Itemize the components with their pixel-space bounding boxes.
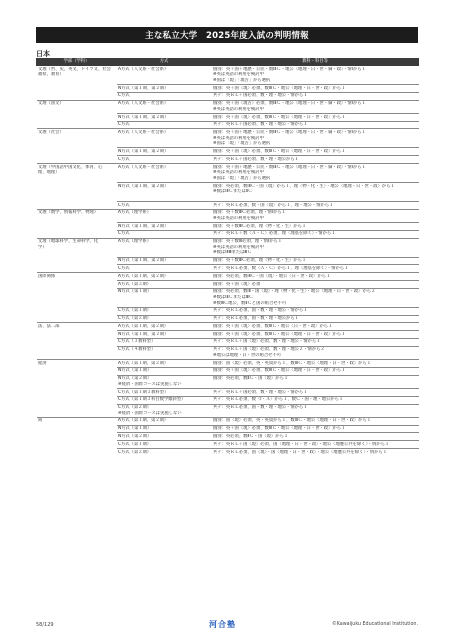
subjects-cell: [212, 223, 419, 231]
department-cell: [37, 148, 117, 156]
subjects-cell-line: 個別：英＋国〈現〉必須: [213, 281, 261, 287]
table-row: [37, 323, 419, 331]
method-cell-line: C方式（４教科型）: [118, 347, 156, 353]
subjects-cell-line: ※英は英語の利用を検討中: [213, 170, 264, 176]
method-cell: [117, 223, 212, 231]
subjects-cell: [212, 238, 419, 257]
department-cell: [37, 113, 117, 121]
table-row: [37, 121, 419, 129]
department-cell-line: 学）: [38, 244, 47, 250]
page-title: 主な私立大学 2025年度入試の判明情報: [36, 27, 418, 43]
table-row: [37, 84, 419, 92]
subjects-cell: [212, 121, 419, 129]
subjects-cell: [212, 257, 419, 265]
subjects-cell: [212, 201, 419, 209]
department-cell-line: 文理（哲、史、英文、ドイツ文、社会: [38, 66, 111, 72]
method-cell: [117, 433, 212, 441]
method-cell: [117, 265, 212, 273]
department-cell: [37, 375, 117, 388]
method-cell: [117, 84, 212, 92]
method-cell-line: C方式（第２期）: [118, 316, 152, 322]
subjects-cell-line: 個別：英＋国＋地歴・公民・数ⅠⅡＣ・地公〈地理・日・世・倫・政〉・情Ⅰから１: [213, 130, 366, 136]
method-cell: [117, 113, 212, 121]
subjects-cell: [212, 396, 419, 404]
subjects-cell-line: 個別：国〈現〉必須、英・英資から１、数ⅠⅡＣ・地公〈地理・日・世・政〉から１: [213, 360, 372, 366]
method-cell-line: N方式（第１期、第２期）: [118, 85, 169, 91]
method-cell: [117, 273, 212, 281]
table-header-row: [37, 59, 419, 66]
table-row: [37, 148, 419, 156]
table-row: [37, 396, 419, 404]
method-cell: [117, 346, 212, 359]
subjects-cell-line: 共テ：英ＲＬ＋国〈現〉必須、数・理・地公・情から１: [213, 339, 321, 345]
method-cell: [117, 148, 212, 156]
method-cell-line: A方式（第１期、第２期）: [118, 323, 169, 329]
department-cell: [37, 449, 117, 456]
method-cell: [117, 367, 212, 375]
table-row: [37, 360, 419, 368]
subjects-cell-line: 個別：英＋国〈現〉必須、数ⅠⅡＣ・地公〈地理・日・世・政〉から１: [213, 114, 346, 120]
method-cell-line: C方式（第１期）: [118, 308, 152, 314]
method-cell: [117, 404, 212, 417]
department-cell: [37, 280, 117, 288]
table-row: [37, 280, 419, 288]
department-cell: [37, 307, 117, 315]
method-cell-line: A方式（人文系・社会系）: [118, 130, 169, 136]
subjects-cell: [212, 404, 419, 417]
method-cell-line: N方式（第２期）: [118, 434, 152, 440]
subjects-cell: [212, 338, 419, 346]
department-cell: [37, 164, 117, 183]
table-row: [37, 92, 419, 100]
table-row: [37, 230, 419, 238]
department-cell-line: 商: [38, 418, 43, 424]
subjects-cell: [212, 433, 419, 441]
table-row: [37, 113, 419, 121]
method-cell: [117, 238, 212, 257]
department-cell: [37, 156, 117, 164]
department-cell-line: 文理（地球科学、生命科学、化: [38, 239, 99, 245]
table-row: [37, 129, 419, 148]
department-cell: [37, 182, 117, 201]
method-cell-line: N方式（第１期、第２期）: [118, 183, 169, 189]
method-cell-line: A方式（人文系・社会系）: [118, 101, 169, 107]
department-cell-line: 法、法二部: [38, 323, 60, 329]
subjects-cell-line: 個別：英＋国〈現〉必須、数ⅠⅡＣ・地公〈地理・日・世・政〉から１: [213, 85, 346, 91]
subjects-cell-line: 個別：国〈現〉必須、英・英資から１、数ⅠⅡＣ・地公〈地理・日・世・政〉から１: [213, 418, 372, 424]
department-cell-line: 文理（社会）: [38, 130, 64, 136]
department-cell: [37, 323, 117, 331]
table-row: [37, 257, 419, 265]
subjects-cell-line: 共テ：英ＲＬ＋国〈現〉必須、国〈地理・日・世・政〉・地公〈地歴公共を除く〉・情から１: [213, 441, 390, 447]
method-cell: [117, 100, 212, 113]
subjects-cell-line: 個別：英＋国＋地歴・公民・数ⅠⅡＣ・地公〈地理・日・世・倫・政〉・情Ⅰから１: [213, 164, 366, 170]
department-cell: [37, 84, 117, 92]
subjects-cell-line: 個別：英必須、数ⅠⅡＣ・国〈現〉から１、理〈物・化・生〉・地公〈地理・日・世・政〉から１: [213, 183, 395, 189]
method-cell: [117, 315, 212, 323]
department-cell: [37, 367, 117, 375]
method-cell-line: C方式（第１期）: [118, 441, 152, 447]
subjects-cell-line: 共テ：英ＲＬ必須、国・数・理・地公・情から１: [213, 405, 308, 411]
table-row: [37, 182, 419, 201]
department-cell: [37, 346, 117, 359]
method-cell-line: C方式（第１期３教科型）: [118, 389, 169, 395]
department-cell-line: 理、地理）: [38, 170, 60, 176]
subjects-cell-line: 個別：英＋国〈現〉必須、数ⅠⅡＣ・地公〈日・世・政〉から１: [213, 323, 333, 329]
subjects-cell-line: 共テ：英ＲＬ必須、国〈現〉・国〈地理・日・世・政〉・地公〈地歴公共を除く〉・情から１: [213, 449, 388, 455]
method-cell: [117, 417, 212, 425]
subjects-cell: [212, 323, 419, 331]
table-row: [37, 367, 419, 375]
method-cell-line: C方式（３教科型）: [118, 339, 156, 345]
method-cell: [117, 323, 212, 331]
table-row: [37, 338, 419, 346]
subjects-cell-line: ※英は英語の利用を検討中: [213, 244, 264, 250]
subjects-cell-line: ※国は「現」「現古」から選択: [213, 77, 271, 83]
subjects-cell-line: ※国は「現」「現古」から選択: [213, 175, 271, 181]
admissions-table: [36, 58, 419, 456]
department-cell: [37, 209, 117, 222]
copyright-notice: ©Kawaijuku Educational Institution.: [331, 622, 418, 627]
header-method: 方式: [117, 59, 212, 66]
table-row: [37, 449, 419, 456]
subjects-cell-line: ※数はⅠⅡＣまたはⅡＣ: [213, 189, 253, 195]
method-cell: [117, 441, 212, 449]
method-cell-line: N方式（第２期）: [118, 376, 152, 382]
subjects-cell: [212, 265, 419, 273]
department-cell: [37, 288, 117, 307]
subjects-cell-line: 個別：英＋数ⅢＣ必須、理・情Ⅰから１: [213, 210, 286, 216]
subjects-cell-line: 共テ：英ＲＬ＋国必須、数・理・地公から１: [213, 156, 299, 162]
kawaijuku-logo: 河合塾: [209, 620, 236, 629]
method-cell: [117, 331, 212, 339]
method-cell-line: A方式（人文系・社会系）: [118, 164, 169, 170]
method-cell: [117, 129, 212, 148]
subjects-cell-line: ※英は英語の利用を検討中: [213, 106, 264, 112]
table-row: [37, 346, 419, 359]
table-row: [37, 307, 419, 315]
department-cell: [37, 66, 117, 85]
method-cell-line: C方式: [118, 202, 130, 208]
method-cell: [117, 257, 212, 265]
method-cell: [117, 164, 212, 183]
subjects-cell-line: 共テ：英ＲＬ＋国〈現〉必須、数・理・地公２・情から２: [213, 347, 325, 353]
subjects-cell-line: 共テ：英ＲＬ必須、国・数・理・地公から１: [213, 316, 299, 322]
department-cell: [37, 417, 117, 425]
subjects-cell: [212, 182, 419, 201]
table-row: [37, 164, 419, 183]
table-row: [37, 331, 419, 339]
department-cell-line: 国際関係: [38, 273, 56, 279]
method-cell-line: C方式: [118, 231, 130, 237]
subjects-cell-line: ※英は英語の利用を検討中: [213, 215, 264, 221]
subjects-cell-line: 個別：英必須、数ⅡＣ・国〈現〉から１: [213, 376, 289, 382]
method-cell: [117, 307, 212, 315]
subjects-cell-line: 個別：英＋数ⅠⅡ必須、理・情Ⅰから１: [213, 239, 283, 245]
method-cell-line: ※経済・国際コースは実施しない: [118, 410, 182, 416]
method-cell: [117, 280, 212, 288]
subjects-cell-line: ※国は「現」「現古」から選択: [213, 141, 271, 147]
subjects-cell-line: 個別：英必須、数ⅡＣ・国〈現〉から１: [213, 434, 289, 440]
method-cell-line: C方式: [118, 156, 130, 162]
method-cell-line: N方式（第１期、第２期）: [118, 258, 169, 264]
method-cell: [117, 360, 212, 368]
subjects-cell-line: 共テ：英ＲＬ必須、数・国〈現〉から１、理・地公・情から１: [213, 202, 334, 208]
subjects-cell-line: 個別：英＋数ⅢＣ必須、理〈物・化・生〉から１: [213, 223, 307, 229]
department-cell: [37, 338, 117, 346]
department-cell: [37, 360, 117, 368]
table-row: [37, 201, 419, 209]
method-cell-line: C方式（第１期３科目数学傾斜型）: [118, 397, 186, 403]
method-cell: [117, 396, 212, 404]
method-cell-line: N方式（第１期）: [118, 289, 152, 295]
department-cell: [37, 230, 117, 238]
department-cell: [37, 331, 117, 339]
subjects-cell-line: 共テ：英ＲＬ＋国必須、数・理・地公・情から１: [213, 389, 308, 395]
department-cell: [37, 129, 117, 148]
subjects-cell: [212, 100, 419, 113]
department-cell: [37, 273, 117, 281]
department-cell: [37, 425, 117, 433]
subjects-cell: [212, 164, 419, 183]
subjects-cell-line: 共テ：英ＲＬ必須、国・数・理・地公・情から１: [213, 308, 308, 314]
subjects-cell-line: 共テ：英ＲＬ＋国必須、数・理・地公・情から１: [213, 122, 308, 128]
method-cell: [117, 209, 212, 222]
subjects-cell-line: ※数はⅠⅡＣまたはⅢＣ: [213, 294, 254, 300]
subjects-cell-line: ※地公は地理・日・世の組合せ不可: [213, 352, 282, 358]
department-cell: [37, 92, 117, 100]
subjects-cell-line: 個別：英必須、数ⅠⅡＣ・国〈現〉・地公〈日・世・政〉から１: [213, 273, 331, 279]
subjects-cell: [212, 148, 419, 156]
subjects-cell: [212, 388, 419, 396]
method-cell: [117, 201, 212, 209]
subjects-cell-line: 共テ：英ＲＬ必須、数〈Ａ・Ｃ〉から１、理〈理基を除く〉・情から１: [213, 266, 349, 271]
method-cell: [117, 388, 212, 396]
subjects-cell-line: 個別：英＋国〈現古〉必須、数ⅠⅡＣ・地公〈地理・日・世・倫・政〉・情Ⅰから１: [213, 101, 366, 107]
page-number: 58/129: [36, 622, 54, 628]
subjects-cell-line: ※英は英語の利用を検討中: [213, 72, 264, 78]
table-row: [37, 156, 419, 164]
subjects-cell: [212, 273, 419, 281]
subjects-cell: [212, 367, 419, 375]
subjects-cell-line: ※数ⅢＣ地公、数ⅡＣと国の組合せ不可: [213, 300, 287, 306]
department-cell-line: 福祉、教育）: [38, 72, 64, 78]
table-row: [37, 375, 419, 388]
subjects-cell-line: 共テ：英ＲＬ＋国必須、数・理・地公・情から１: [213, 93, 308, 99]
subjects-cell-line: ※英は英語の利用を検討中: [213, 135, 264, 141]
subjects-cell-line: ※数はⅠⅡⅢまたはⅢＣ: [213, 250, 252, 256]
subjects-cell: [212, 360, 419, 368]
subjects-cell-line: 個別：英＋国〈現〉必須、数ⅠⅡＣ・地公〈地理・日・世・政〉から１: [213, 149, 346, 155]
method-cell: [117, 449, 212, 456]
subjects-cell: [212, 84, 419, 92]
method-cell-line: A方式（第３期）: [118, 281, 152, 287]
subjects-cell-line: 個別：英＋国〈現〉必須、数ⅠⅡＣ・地公〈地理・日・世・政〉から１: [213, 331, 346, 337]
method-cell-line: C方式: [118, 122, 130, 128]
table-row: [37, 425, 419, 433]
table-row: [37, 404, 419, 417]
method-cell-line: A方式（第１期、第２期）: [118, 273, 169, 279]
method-cell: [117, 338, 212, 346]
subjects-cell: [212, 449, 419, 456]
table-row: [37, 315, 419, 323]
method-cell-line: A方式（理学系）: [118, 210, 152, 216]
subjects-cell: [212, 375, 419, 388]
table-row: [37, 209, 419, 222]
method-cell-line: N方式（第１期、第２期）: [118, 114, 169, 120]
method-cell-line: N方式（第１期、第２期）: [118, 331, 169, 337]
subjects-cell: [212, 331, 419, 339]
table-row: [37, 265, 419, 273]
subjects-cell-line: 個別：英＋国〈現〉必須、数ⅠⅡＣ・地公〈地理・日・世・政〉から１: [213, 426, 346, 432]
table-row: [37, 388, 419, 396]
method-cell: [117, 425, 212, 433]
subjects-cell: [212, 307, 419, 315]
subjects-cell: [212, 66, 419, 85]
subjects-cell: [212, 288, 419, 307]
department-cell: [37, 257, 117, 265]
table-row: [37, 100, 419, 113]
subjects-cell-line: 個別：英必須、数ⅠⅡ・国〈現〉・理〈物・化・生〉・地公〈地理・日・世・政〉から２: [213, 289, 376, 295]
subjects-cell: [212, 209, 419, 222]
subjects-cell-line: 個別：英＋数ⅢＣ必須、理〈物・化・生〉から１: [213, 258, 307, 264]
department-cell: [37, 433, 117, 441]
department-cell: [37, 388, 117, 396]
subjects-cell-line: 個別：英＋国＋地歴・公民・数ⅠⅡＣ・地公〈地理・日・世・倫・政〉・情Ⅰから１: [213, 66, 366, 72]
method-cell-line: C方式（第２期）: [118, 405, 152, 411]
department-cell: [37, 121, 117, 129]
method-cell-line: A方式（人文系・社会系）: [118, 66, 169, 72]
method-cell-line: C方式: [118, 266, 130, 271]
method-cell-line: A方式（第１期、第２期）: [118, 360, 169, 366]
subjects-cell: [212, 315, 419, 323]
subjects-cell: [212, 425, 419, 433]
method-cell-line: C方式（第２期）: [118, 449, 152, 455]
department-cell: [37, 223, 117, 231]
method-cell-line: N方式（第１期）: [118, 368, 152, 374]
subjects-cell: [212, 92, 419, 100]
table-row: [37, 417, 419, 425]
department-cell-line: 文理（数学、情報科学、物理）: [38, 210, 99, 216]
method-cell-line: A方式（第１期、第２期）: [118, 418, 169, 424]
method-cell: [117, 66, 212, 85]
subjects-cell: [212, 280, 419, 288]
department-cell-line: 文理（中国語中国文化、体育、心: [38, 164, 103, 170]
subjects-cell-line: 共テ：英ＲＬ＋数〈Ａ・Ｃ〉必須、理〈理基を除く〉・情から１: [213, 231, 336, 237]
table-row: [37, 273, 419, 281]
subjects-cell-line: 共テ：英ＲＬ必須、数〈Ⅰ・Ａ〉から１、数Ｃ・国・理・地公から１: [213, 397, 344, 403]
method-cell: [117, 92, 212, 100]
section-heading: 日本: [36, 50, 50, 58]
table-row: [37, 288, 419, 307]
header-subjects: 教科・科目等: [212, 59, 419, 66]
method-cell-line: N方式（第１期、第２期）: [118, 149, 169, 155]
method-cell: [117, 288, 212, 307]
subjects-cell: [212, 346, 419, 359]
subjects-cell: [212, 417, 419, 425]
department-cell: [37, 201, 117, 209]
table-row: [37, 238, 419, 257]
method-cell-line: N方式（第１期）: [118, 426, 152, 432]
table-row: [37, 223, 419, 231]
department-cell: [37, 238, 117, 257]
method-cell: [117, 156, 212, 164]
subjects-cell-line: [213, 195, 417, 201]
subjects-cell: [212, 156, 419, 164]
subjects-cell: [212, 441, 419, 449]
department-cell: [37, 265, 117, 273]
department-cell-line: 経済: [38, 360, 47, 366]
department-cell: [37, 100, 117, 113]
method-cell-line: A方式（理学系）: [118, 239, 152, 245]
department-cell-line: 文理（国文）: [38, 101, 64, 107]
header-department: 学部（学科）: [37, 59, 117, 66]
method-cell-line: ※経済・国際コースは実施しない: [118, 381, 182, 387]
method-cell: [117, 121, 212, 129]
method-cell: [117, 182, 212, 201]
subjects-cell-line: 個別：英＋国〈現〉必須、数ⅠⅡＣ・地公〈地理・日・世・政〉から１: [213, 368, 346, 374]
table-row: [37, 66, 419, 85]
department-cell: [37, 315, 117, 323]
department-cell: [37, 441, 117, 449]
department-cell: [37, 404, 117, 417]
subjects-cell: [212, 113, 419, 121]
subjects-cell: [212, 230, 419, 238]
method-cell-line: C方式: [118, 93, 130, 99]
method-cell: [117, 375, 212, 388]
subjects-cell: [212, 129, 419, 148]
method-cell-line: N方式（第１期、第２期）: [118, 223, 169, 229]
table-row: [37, 441, 419, 449]
method-cell: [117, 230, 212, 238]
department-cell: [37, 396, 117, 404]
table-row: [37, 433, 419, 441]
